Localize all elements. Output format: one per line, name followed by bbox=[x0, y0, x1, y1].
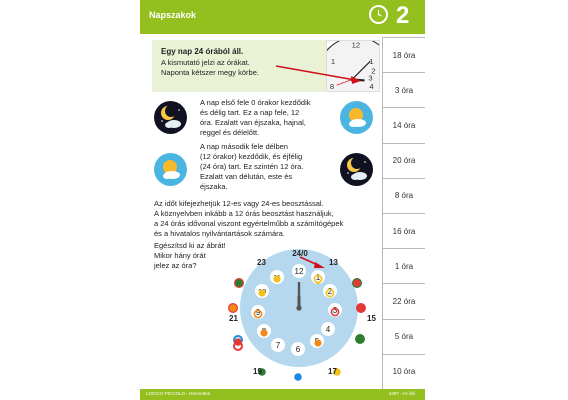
dial-num-7: 7 bbox=[275, 341, 281, 350]
dial-label-21: 21 bbox=[229, 314, 238, 323]
text-line: és délig tart. Ez a nap fele, 12 bbox=[200, 108, 300, 117]
text-line: éjszaka. bbox=[200, 182, 228, 191]
analog-clock-photo bbox=[326, 40, 380, 92]
dial-label-19: 19 bbox=[253, 367, 262, 376]
text-line: Ezalatt van délután, este és bbox=[200, 172, 293, 181]
night-icon bbox=[154, 101, 187, 134]
dial-label-13: 13 bbox=[329, 258, 338, 267]
dial-num-9: 9 bbox=[255, 308, 261, 317]
header-number: 2 bbox=[396, 2, 410, 29]
paragraph-second-half bbox=[200, 142, 303, 192]
paragraph-first-half bbox=[200, 98, 311, 138]
text-line: jelez az óra? bbox=[154, 261, 197, 270]
clock-num-3: 3 bbox=[368, 73, 373, 83]
dial-label-15: 15 bbox=[367, 314, 376, 323]
paragraph-time-formats bbox=[154, 199, 343, 239]
footer-bar bbox=[140, 389, 425, 400]
dial-num-6: 6 bbox=[295, 345, 301, 354]
text-line: Az időt kifejezhetjük 12-es vagy 24-es beosztással. bbox=[154, 199, 324, 208]
dial-label-23: 23 bbox=[257, 258, 266, 267]
sun-cloud-icon bbox=[340, 101, 373, 134]
clock-num-8: 8 bbox=[329, 82, 335, 91]
clock-num-2: 2 bbox=[371, 66, 376, 76]
text-line: A köznyelvben inkább a 12 órás beosztást használjuk, bbox=[154, 209, 334, 218]
clock-dial bbox=[142, 246, 382, 389]
text-line: Egészítsd ki az ábrát! bbox=[154, 241, 226, 250]
dial-num-1: 1 bbox=[315, 273, 321, 282]
header-bar bbox=[140, 0, 425, 34]
text-line: és a hivatalos nyilvántartások számára. bbox=[154, 229, 285, 238]
sun-cloud-icon bbox=[154, 153, 187, 186]
dial-num-2: 2 bbox=[327, 287, 333, 296]
info-text bbox=[161, 58, 259, 78]
night-icon bbox=[340, 153, 373, 186]
dial-label-24-0: 24/0 bbox=[292, 249, 308, 258]
clock-num-11: 1 bbox=[330, 57, 336, 67]
footer-left: LOGICO PICCOLO - Ismerettek bbox=[146, 391, 211, 396]
answer-cell: 20 óra bbox=[383, 144, 425, 179]
text-line: A nap első fele 0 órakor kezdődik bbox=[200, 98, 311, 107]
text-line: óra. Ezalatt van éjszaka, hajnal, bbox=[200, 118, 306, 127]
exercise-card bbox=[140, 0, 425, 400]
dial-num-12: 12 bbox=[294, 267, 304, 276]
dial-label-17: 17 bbox=[328, 367, 337, 376]
info-line-2: Naponta kétszer megy körbe. bbox=[161, 68, 259, 77]
header-title: Napszakok bbox=[149, 10, 197, 20]
text-line: (12 órakor) kezdődik, és éjfélig bbox=[200, 152, 303, 161]
text-line: Mikor hány órát bbox=[154, 251, 206, 260]
answer-cell: 3 óra bbox=[383, 73, 425, 108]
footer-right: 3387 - Az idő bbox=[388, 391, 415, 396]
hand-pivot bbox=[296, 305, 301, 310]
answer-cell: 14 óra bbox=[383, 108, 425, 143]
answer-cell: 18 óra bbox=[383, 38, 425, 73]
answer-cell: 1 óra bbox=[383, 249, 425, 284]
clock-num-1: 1 bbox=[369, 57, 374, 67]
answer-cell: 8 óra bbox=[383, 179, 425, 214]
text-line: (24 óra) tart. Ez szintén 12 óra. bbox=[200, 162, 304, 171]
info-line-1: A kismutató jelzi az órákat. bbox=[161, 58, 250, 67]
text-line: reggel és délelőtt. bbox=[200, 128, 260, 137]
answer-cell: 22 óra bbox=[383, 284, 425, 319]
answer-column bbox=[382, 37, 425, 389]
text-line: A nap második fele délben bbox=[200, 142, 288, 151]
clock-num-4: 4 bbox=[369, 82, 374, 91]
text-line: a 24 órás idővonal viszont egyértelműbb a számítógépek bbox=[154, 219, 344, 228]
info-heading: Egy nap 24 órából áll. bbox=[161, 47, 244, 56]
answer-cell: 10 óra bbox=[383, 355, 425, 390]
dial-num-3: 3 bbox=[332, 306, 338, 315]
clock-icon bbox=[369, 5, 388, 24]
answer-cell: 16 óra bbox=[383, 214, 425, 249]
clock-num-12: 12 bbox=[351, 41, 361, 50]
dial-num-4: 4 bbox=[325, 325, 331, 334]
answer-cell: 5 óra bbox=[383, 320, 425, 355]
